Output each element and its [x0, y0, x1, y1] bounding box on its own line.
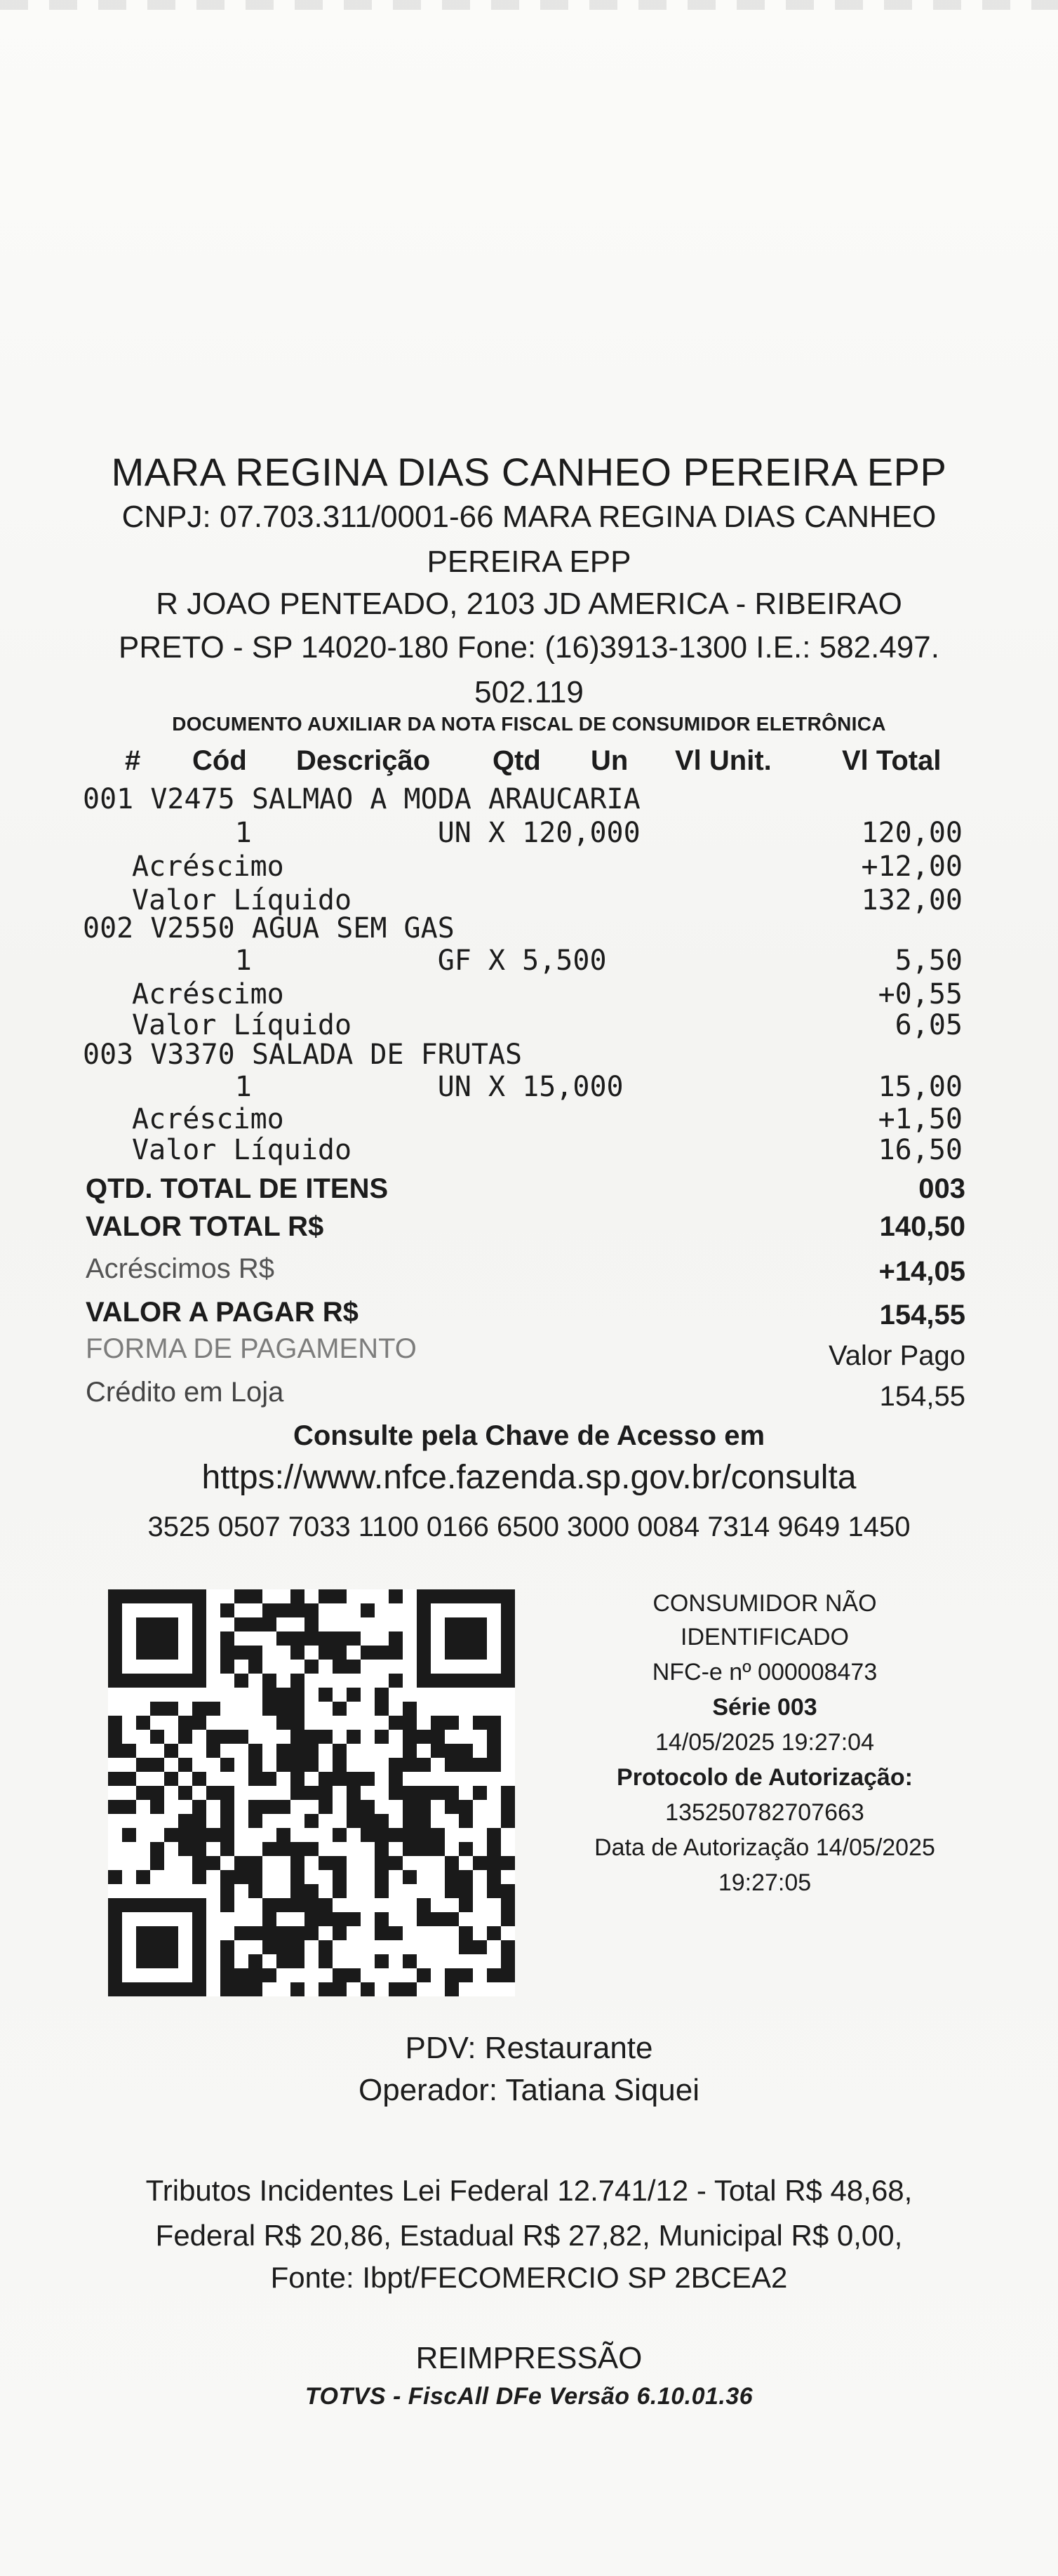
- item-3-desc: 003 V3370 SALADA DE FRUTAS: [83, 1039, 523, 1071]
- consulta-url[interactable]: https://www.nfce.fazenda.sp.gov.br/consulta: [201, 1459, 857, 1496]
- item-1-liquido: 132,00: [861, 884, 963, 916]
- consulta-title: Consulte pela Chave de Acesso em: [293, 1420, 765, 1451]
- reimpressao: REIMPRESSÃO: [415, 2341, 643, 2375]
- col-vl-total: Vl Total: [842, 745, 942, 776]
- header-address-cont: PRETO - SP 14020-180 Fone: (16)3913-1300 I.E.: 582.497.: [118, 630, 940, 665]
- qtd-total-value: 003: [918, 1173, 965, 1204]
- acrescimos-label: Acréscimos R$: [86, 1253, 274, 1284]
- item-3-acrescimo-label: Acréscimo: [132, 1103, 284, 1135]
- header-address: R JOAO PENTEADO, 2103 JD AMERICA - RIBEIRAO: [156, 587, 902, 621]
- chave-acesso: 3525 0507 7033 1100 0166 6500 3000 0084 7314 9649 1450: [147, 1511, 911, 1542]
- item-3-qty: 1 UN X 15,000: [83, 1071, 624, 1103]
- item-2-desc: 002 V2550 AGUA SEM GAS: [83, 912, 455, 945]
- item-3-liquido-label: Valor Líquido: [132, 1134, 352, 1166]
- auth-identificado: IDENTIFICADO: [681, 1624, 849, 1650]
- auth-consumidor: CONSUMIDOR NÃO: [652, 1590, 877, 1617]
- company-name: MARA REGINA DIAS CANHEO PEREIRA EPP: [111, 450, 947, 494]
- forma-pagamento-label: FORMA DE PAGAMENTO: [86, 1333, 417, 1364]
- item-2-liquido-label: Valor Líquido: [132, 1009, 352, 1041]
- header-company-cont: PEREIRA EPP: [427, 545, 631, 579]
- software-versao: TOTVS - FiscAll DFe Versão 6.10.01.36: [304, 2383, 754, 2410]
- auth-nfce-number: NFC-e nº 000008473: [652, 1659, 878, 1686]
- credito-loja-value: 154,55: [879, 1381, 965, 1412]
- item-1-acrescimo: +12,00: [861, 850, 963, 883]
- item-2-total: 5,50: [895, 945, 963, 977]
- col-num: #: [125, 745, 141, 776]
- tributos-line1: Tributos Incidentes Lei Federal 12.741/12 - Total R$ 48,68,: [145, 2174, 913, 2207]
- tributos-line2: Federal R$ 20,86, Estadual R$ 27,82, Municipal R$ 0,00,: [155, 2219, 903, 2252]
- qr-code: [108, 1589, 515, 1996]
- pdv: PDV: Restaurante: [405, 2031, 653, 2065]
- item-3-total: 15,00: [878, 1071, 963, 1103]
- col-un: Un: [591, 745, 629, 776]
- col-desc: Descrição: [296, 745, 431, 776]
- valor-pagar-value: 154,55: [879, 1300, 965, 1330]
- auth-emissao: 14/05/2025 19:27:04: [655, 1729, 874, 1756]
- item-2-acrescimo-label: Acréscimo: [132, 978, 284, 1010]
- auth-data-autorizacao: Data de Autorização 14/05/2025: [594, 1834, 935, 1861]
- qtd-total-label: QTD. TOTAL DE ITENS: [86, 1173, 389, 1204]
- item-2-qty: 1 GF X 5,500: [83, 945, 607, 977]
- header-cnpj: CNPJ: 07.703.311/0001-66 MARA REGINA DIAS CANHEO: [121, 500, 937, 534]
- col-vl-unit: Vl Unit.: [675, 745, 772, 776]
- header-ie-cont: 502.119: [474, 675, 584, 709]
- credito-loja-label: Crédito em Loja: [86, 1377, 284, 1408]
- auth-serie: Série 003: [712, 1694, 817, 1721]
- document-title: DOCUMENTO AUXILIAR DA NOTA FISCAL DE CONSUMIDOR ELETRÔNICA: [172, 713, 886, 735]
- valor-total-value: 140,50: [879, 1211, 965, 1242]
- item-2-liquido: 6,05: [895, 1009, 963, 1041]
- item-1-liquido-label: Valor Líquido: [132, 884, 352, 916]
- tributos-fonte: Fonte: Ibpt/FECOMERCIO SP 2BCEA2: [270, 2261, 788, 2294]
- operador: Operador: Tatiana Siquei: [359, 2073, 699, 2107]
- acrescimos-value: +14,05: [878, 1256, 965, 1287]
- item-1-qty: 1 UN X 120,000: [83, 817, 641, 849]
- item-1-acrescimo-label: Acréscimo: [132, 850, 284, 883]
- valor-pagar-label: VALOR A PAGAR R$: [86, 1297, 359, 1328]
- item-1-desc: 001 V2475 SALMAO A MODA ARAUCARIA: [83, 783, 641, 815]
- auth-protocolo: 135250782707663: [665, 1799, 864, 1826]
- item-1-total: 120,00: [861, 817, 963, 849]
- item-3-acrescimo: +1,50: [878, 1103, 963, 1135]
- item-2-acrescimo: +0,55: [878, 978, 963, 1010]
- auth-hora-autorizacao: 19:27:05: [718, 1869, 812, 1896]
- col-qtd: Qtd: [493, 745, 541, 776]
- torn-top-edge: [0, 0, 1058, 10]
- valor-total-label: VALOR TOTAL R$: [86, 1211, 324, 1242]
- col-cod: Cód: [192, 745, 247, 776]
- valor-pago-label: Valor Pago: [829, 1340, 965, 1371]
- auth-protocolo-label: Protocolo de Autorização:: [617, 1764, 913, 1791]
- item-3-liquido: 16,50: [878, 1134, 963, 1166]
